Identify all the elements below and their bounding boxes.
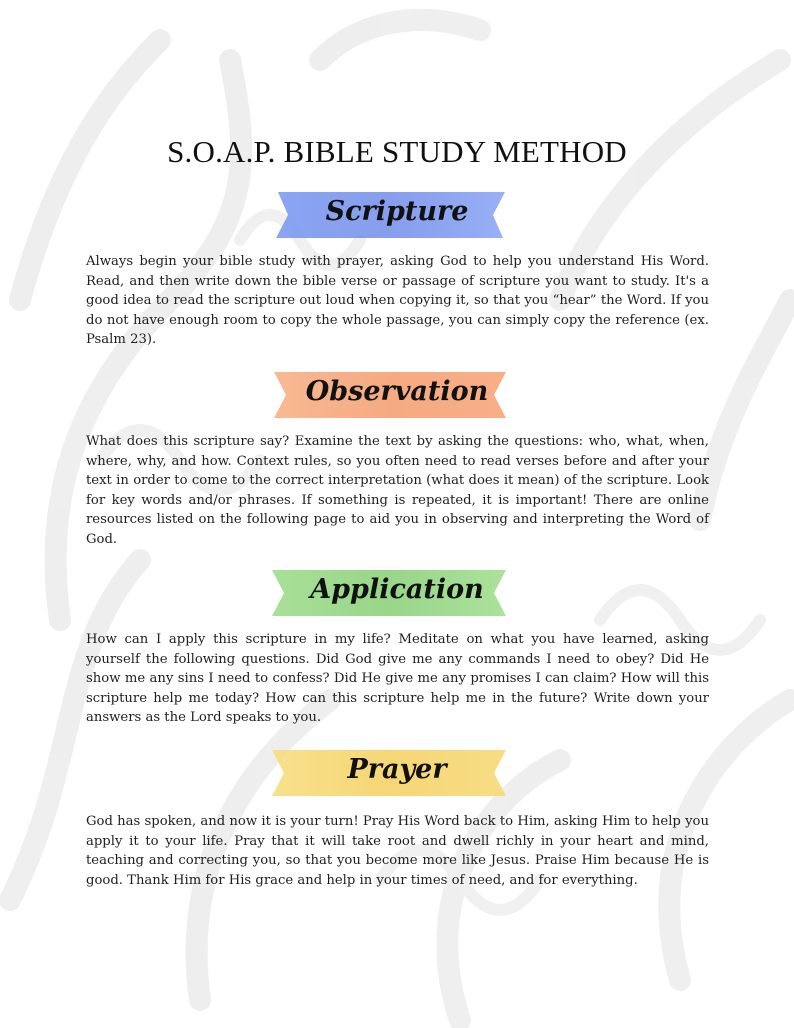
banner-scripture — [0, 188, 794, 244]
section-body-prayer: God has spoken, and now it is your turn! Pray His Word back to Him, asking Him to help you apply it to your life. Pray that it will take root and dwell richly in your heart and mind, teaching and correcting you, so that you become more like Jesus. Praise Him because He is good. Thank Him for His grace and help in your times of need, and for everything. — [86, 814, 709, 888]
page-title: S.O.A.P. BIBLE STUDY METHOD — [167, 134, 627, 169]
banner-prayer — [0, 746, 794, 802]
banner-observation — [0, 368, 794, 424]
section-body-application: How can I apply this scripture in my life? Meditate on what you have learned, asking yourself the following questions. Did God give me any commands I need to obey? Did He show me any sins I need to confess? Did He give me any promises I can claim? How will this scripture help me today? How can this scripture help me in the future? Write down your answers as the Lord speaks to you. — [86, 632, 709, 726]
section-body-observation: What does this scripture say? Examine the text by asking the questions: who, what, when, where, why, and how. Context rules, so you often need to read verses before and after your text in order to come to the correct interpretation (what does it mean) of the scripture. Look for key words and/or phrases. If something is repeated, it is important! There are online resources listed on the following page to aid you in observing and interpreting the Word of God. — [86, 434, 709, 547]
banner-application — [0, 566, 794, 622]
section-body-scripture: Always begin your bible study with prayer, asking God to help you understand His Word. Read, and then write down the bible verse or passage of scripture you want to study. It's a good idea to read the scripture out loud when copying it, so that you “hear” the Word. If you do not have enough room to copy the whole passage, you can simply copy the reference (ex. Psalm 23). — [86, 254, 709, 348]
section-heading-observation: Observation — [305, 376, 489, 407]
section-heading-prayer: Prayer — [347, 754, 447, 785]
section-heading-application: Application — [310, 574, 484, 605]
section-heading-scripture: Scripture — [325, 196, 469, 227]
